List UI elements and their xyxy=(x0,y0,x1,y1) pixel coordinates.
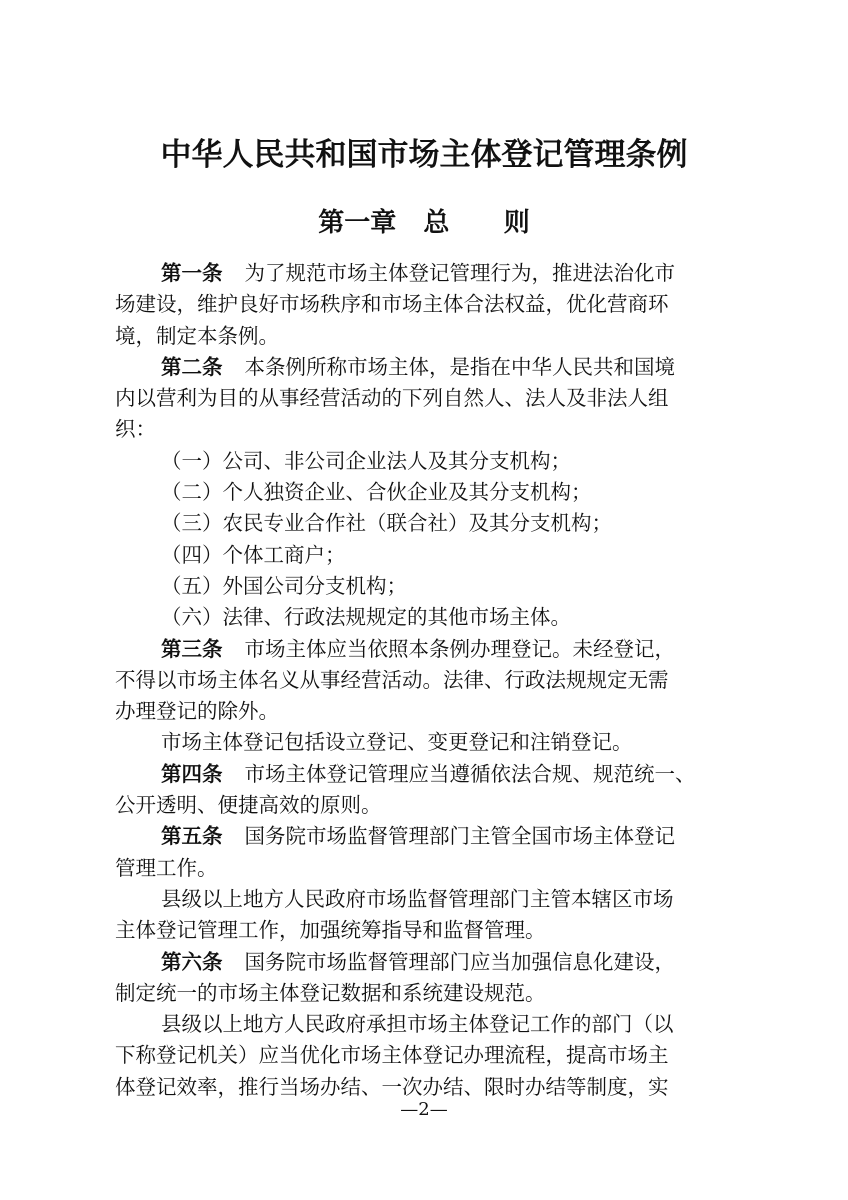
line-text: 市场主体应当依照本条例办理登记。未经登记， xyxy=(244,636,675,661)
line-text: （二）个人独资企业、合伙企业及其分支机构； xyxy=(161,480,592,505)
body-line xyxy=(115,1009,755,1040)
line-text: （四）个体工商户； xyxy=(161,542,346,567)
body-line xyxy=(115,508,755,539)
body-line xyxy=(115,571,755,602)
article-number: 第三条 xyxy=(161,636,223,661)
line-text: 公开透明、便捷高效的原则。 xyxy=(115,793,382,818)
document-title: 中华人民共和国市场主体登记管理条例 xyxy=(160,137,688,173)
body-line xyxy=(115,947,755,978)
body-line xyxy=(115,446,755,477)
line-text: （一）公司、非公司企业法人及其分支机构； xyxy=(161,448,571,473)
line-text: 为了规范市场主体登记管理行为，推进法治化市 xyxy=(244,261,675,285)
line-text: 不得以市场主体名义从事经营活动。法律、行政法规规定无需 xyxy=(115,667,669,692)
line-text: 国务院市场监督管理部门主管全国市场主体登记 xyxy=(244,824,675,849)
body-line xyxy=(115,414,755,445)
body-line xyxy=(115,727,755,758)
body-line xyxy=(115,821,755,852)
body-line xyxy=(115,915,755,946)
line-text: 管理工作。 xyxy=(115,855,218,880)
line-text: 下称登记机关）应当优化市场主体登记办理流程，提高市场主 xyxy=(115,1043,669,1068)
line-text: 市场主体登记包括设立登记、变更登记和注销登记。 xyxy=(161,730,633,755)
body-line xyxy=(115,634,755,665)
line-text: （三）农民专业合作社（联合社）及其分支机构； xyxy=(161,511,612,536)
body-line xyxy=(115,383,755,414)
chapter-heading: 第一章 总 则 xyxy=(318,208,530,238)
line-text: 织： xyxy=(115,417,156,442)
article-number: 第六条 xyxy=(161,949,223,974)
article-number: 第五条 xyxy=(161,824,223,849)
body-line xyxy=(115,258,755,289)
article-number: 第二条 xyxy=(161,354,223,379)
body-line xyxy=(115,289,755,320)
body-line xyxy=(115,665,755,696)
line-text: 市场主体登记管理应当遵循依法合规、规范统一、 xyxy=(244,761,696,786)
line-text: 国务院市场监督管理部门应当加强信息化建设， xyxy=(244,949,675,974)
body-line xyxy=(115,759,755,790)
article-number: 第四条 xyxy=(161,761,223,786)
body-line xyxy=(115,978,755,1009)
page-number: —2— xyxy=(400,1099,448,1120)
line-text: 体登记效率，推行当场办结、一次办结、限时办结等制度，实 xyxy=(115,1074,669,1099)
body-line xyxy=(115,321,755,352)
body-line xyxy=(115,540,755,571)
article-number: 第一条 xyxy=(161,261,223,285)
line-text: 本条例所称市场主体，是指在中华人民共和国境 xyxy=(244,354,675,379)
line-text: 办理登记的除外。 xyxy=(115,699,279,724)
body-line xyxy=(115,1040,755,1071)
body-line xyxy=(115,884,755,915)
document-body xyxy=(115,258,755,1103)
body-line xyxy=(115,790,755,821)
line-text: （六）法律、行政法规规定的其他市场主体。 xyxy=(161,605,571,630)
body-line xyxy=(115,696,755,727)
body-line xyxy=(115,853,755,884)
line-text: 内以营利为目的从事经营活动的下列自然人、法人及非法人组 xyxy=(115,386,669,411)
line-text: 境，制定本条例。 xyxy=(115,323,279,348)
line-text: 制定统一的市场主体登记数据和系统建设规范。 xyxy=(115,980,546,1005)
line-text: （五）外国公司分支机构； xyxy=(161,573,407,598)
line-text: 主体登记管理工作，加强统筹指导和监督管理。 xyxy=(115,918,546,943)
body-line xyxy=(115,477,755,508)
line-text: 县级以上地方人民政府承担市场主体登记工作的部门（以 xyxy=(161,1012,674,1037)
body-line xyxy=(115,602,755,633)
line-text: 场建设，维护良好市场秩序和市场主体合法权益，优化营商环 xyxy=(115,292,669,317)
body-line xyxy=(115,352,755,383)
line-text: 县级以上地方人民政府市场监督管理部门主管本辖区市场 xyxy=(161,886,674,911)
